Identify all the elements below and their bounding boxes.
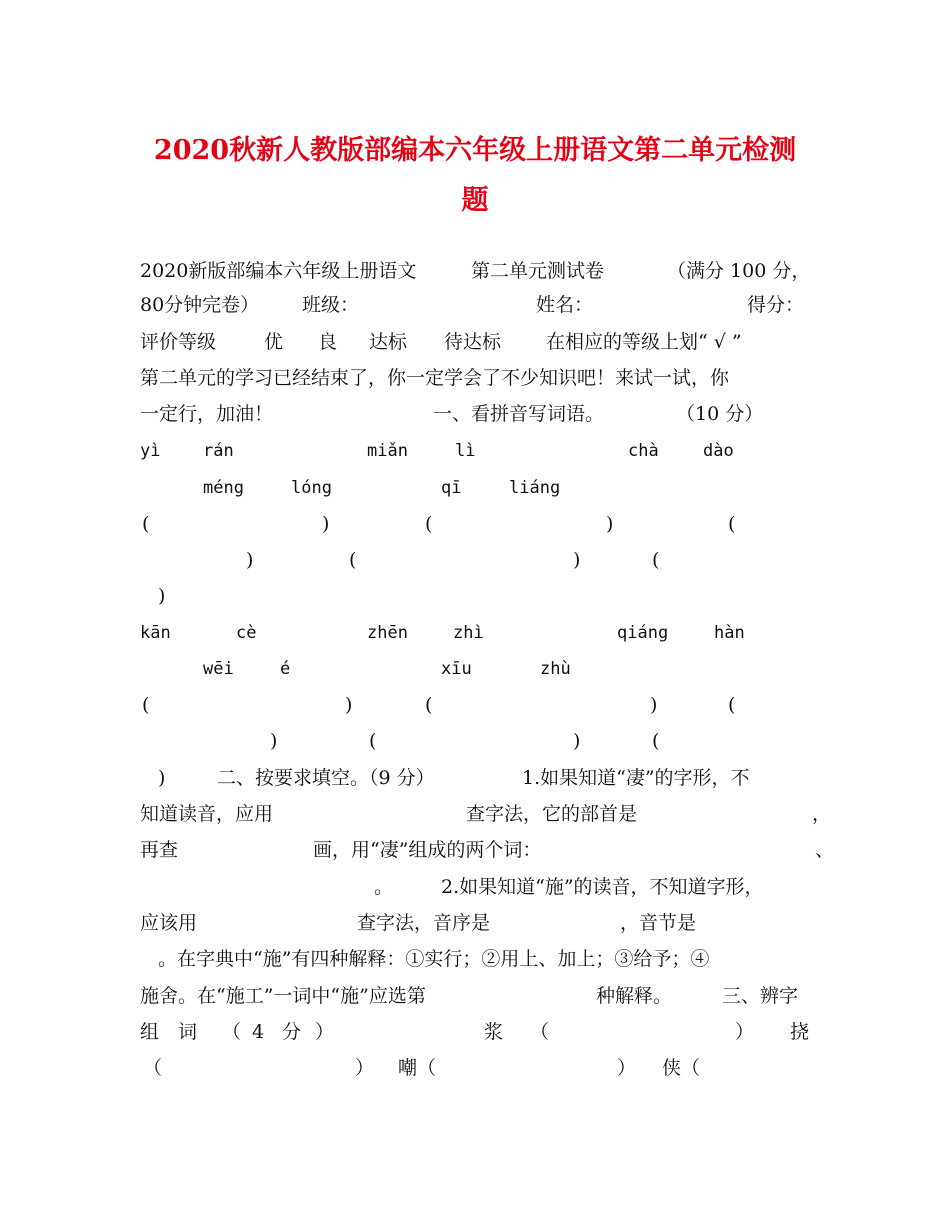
close-paren: ）: [617, 1057, 637, 1079]
text: ，音节是: [620, 912, 697, 934]
open-paren: (: [425, 694, 433, 716]
pinyin: lóng: [291, 478, 332, 498]
text: 。: [374, 876, 394, 898]
close-paren: ): [650, 694, 658, 716]
text: 4: [252, 1021, 265, 1043]
open-paren: (: [349, 549, 357, 571]
open-paren: (: [728, 513, 736, 535]
close-paren: ): [573, 730, 581, 752]
text: 嘲（: [398, 1057, 437, 1079]
score-label: 得分：: [747, 294, 805, 316]
pinyin: zhì: [453, 623, 484, 643]
section2-title: 二、按要求填空。（9 分）: [217, 767, 435, 789]
pinyin: dào: [703, 441, 734, 461]
text: 。在字典中“施”有四种解释：①实行；②用上、加上；③给予；④: [158, 948, 710, 970]
text: 施舍。在“施工”一词中“施”应选第: [140, 985, 426, 1007]
full-score: （满分 100 分，: [667, 260, 811, 282]
open-paren: (: [728, 694, 736, 716]
section1-title: 一、看拼音写词语。: [433, 403, 605, 425]
question-2-1: 1.如果知道“凄”的字形，不: [522, 767, 750, 789]
text: 侠（: [662, 1057, 701, 1079]
pinyin: qī: [441, 478, 462, 498]
text: 分: [282, 1021, 302, 1043]
exam-duration: 80分钟完卷）: [140, 294, 260, 316]
intro-text: 第二单元的学习已经结束了，你一定学会了不少知识吧！来试一试，你: [140, 367, 730, 389]
pinyin: liáng: [509, 478, 561, 498]
close-paren: ): [345, 694, 353, 716]
text: 应该用: [140, 912, 198, 934]
pinyin: hàn: [714, 623, 745, 643]
pinyin: méng: [203, 478, 244, 498]
pinyin: chà: [628, 441, 659, 461]
grade-improve: 待达标: [444, 331, 502, 353]
text: ）: [315, 1021, 335, 1043]
title-line-2: 题: [461, 185, 489, 216]
grade-excellent: 优: [264, 331, 284, 353]
open-paren: (: [425, 513, 433, 535]
section1-score: （10 分）: [676, 403, 764, 425]
open-paren: (: [142, 513, 150, 535]
encourage-text: 一定行，加油！: [140, 403, 274, 425]
text: 画，用“凄”组成的两个词：: [313, 839, 542, 861]
close-paren: ): [606, 513, 614, 535]
grade-label: 评价等级: [140, 331, 217, 353]
pinyin: zhēn: [367, 623, 408, 643]
grade-good: 良: [318, 331, 338, 353]
pinyin: é: [280, 659, 291, 679]
close-paren: ): [322, 513, 330, 535]
section3-title: 三、辨字: [722, 985, 799, 1007]
name-label: 姓名：: [536, 294, 594, 316]
close-paren: ）: [355, 1057, 375, 1079]
close-paren: ): [573, 549, 581, 571]
pinyin: xīu: [441, 659, 472, 679]
open-paren: （: [530, 1021, 550, 1043]
text: 组: [140, 1021, 160, 1043]
close-paren: ): [246, 549, 254, 571]
pinyin: lì: [455, 441, 476, 461]
pinyin: qiáng: [617, 623, 669, 643]
text: （: [222, 1021, 242, 1043]
pinyin: miǎn: [367, 441, 408, 461]
pinyin: zhù: [540, 659, 571, 679]
test-title: 第二单元测试卷: [471, 260, 605, 282]
class-label: 班级：: [302, 294, 360, 316]
pinyin: rán: [203, 441, 234, 461]
grade-instruction: 在相应的等级上划“ √ ”: [546, 331, 742, 353]
close-paren: ): [158, 767, 166, 789]
pinyin: kān: [140, 623, 171, 643]
text: 再查: [140, 839, 179, 861]
text: 种解释。: [596, 985, 673, 1007]
question-2-2: 2.如果知道“施”的读音，不知道字形，: [441, 876, 764, 898]
text: 知道读音，应用: [140, 803, 274, 825]
open-paren: (: [142, 694, 150, 716]
close-paren: ): [158, 585, 166, 607]
open-paren: (: [369, 730, 377, 752]
close-paren: ）: [735, 1021, 755, 1043]
text: 、: [815, 839, 835, 861]
text: 浆: [484, 1021, 504, 1043]
pinyin: yì: [140, 441, 161, 461]
text: 挠: [790, 1021, 810, 1043]
close-paren: ): [270, 730, 278, 752]
title-line-1: 2020秋新人教版部编本六年级上册语文第二单元检测: [153, 135, 797, 166]
open-paren: （: [143, 1057, 163, 1079]
exam-name: 2020新版部编本六年级上册语文: [140, 260, 417, 282]
pinyin: wēi: [203, 659, 234, 679]
open-paren: (: [652, 730, 660, 752]
grade-pass: 达标: [369, 331, 408, 353]
open-paren: (: [652, 549, 660, 571]
text: 查字法，音序是: [357, 912, 491, 934]
text: 词: [178, 1021, 198, 1043]
pinyin: cè: [236, 623, 257, 643]
text: 查字法，它的部首是: [466, 803, 638, 825]
text: ，: [812, 803, 832, 825]
